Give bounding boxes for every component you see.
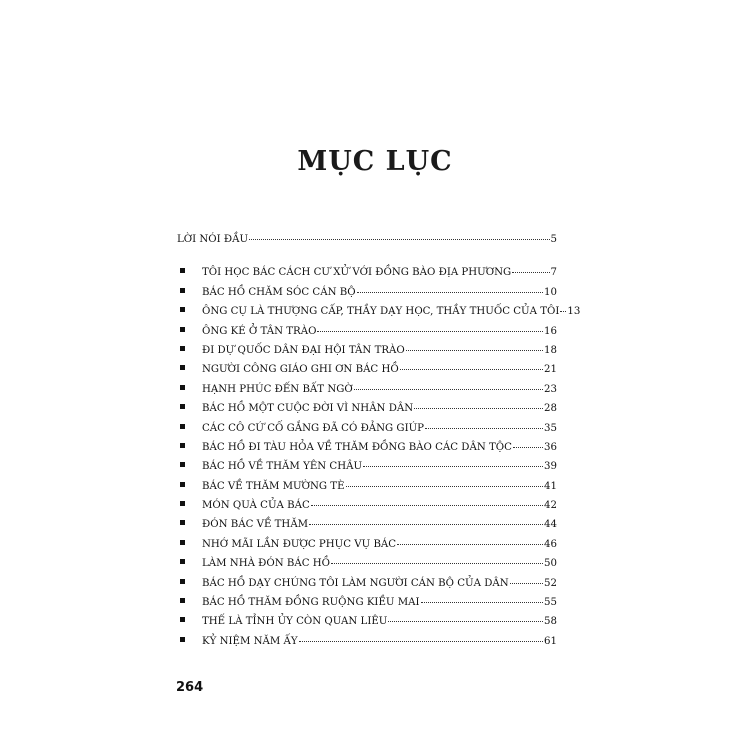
toc-entry (177, 403, 557, 422)
toc-entry (177, 461, 557, 480)
toc-entry (177, 578, 557, 597)
square-bullet-icon (180, 424, 185, 429)
table-of-contents (177, 234, 581, 655)
dot-leader (513, 447, 543, 448)
toc-entry-label: NGƯỜI CÔNG GIÁO GHI ƠN BÁC HỒ (202, 364, 399, 376)
toc-entry (177, 423, 557, 442)
square-bullet-icon (180, 579, 185, 584)
toc-entry (177, 384, 557, 403)
toc-entry (177, 345, 557, 364)
dot-leader (414, 408, 543, 409)
square-bullet-icon (180, 482, 185, 487)
page-title: MỤC LỤC (297, 146, 453, 177)
square-bullet-icon (180, 617, 185, 622)
toc-entry-label: ÔNG KÉ Ở TÂN TRÀO (202, 325, 317, 337)
toc-entry-page: 52 (544, 577, 557, 589)
dot-leader (510, 583, 543, 584)
toc-entry-page: 28 (544, 403, 557, 415)
toc-entry-page: 46 (544, 538, 557, 550)
toc-entry (177, 500, 557, 519)
toc-entry-page: 13 (567, 306, 581, 318)
dot-leader (331, 563, 543, 564)
toc-entry (177, 636, 557, 655)
toc-entry-label: CÁC CÔ CỨ CỐ GẮNG ĐÃ CÓ ĐẢNG GIÚP (202, 422, 425, 434)
toc-entry-page: 42 (544, 500, 557, 512)
toc-entry (177, 364, 557, 383)
dot-leader (363, 466, 543, 467)
toc-entry-page: 39 (544, 461, 557, 473)
toc-entry-page: 41 (544, 480, 557, 492)
toc-entry (177, 442, 557, 461)
dot-leader (397, 544, 543, 545)
square-bullet-icon (180, 385, 185, 390)
toc-preface-label: LỜI NÓI ĐẦU (177, 234, 249, 245)
toc-entry-page: 7 (550, 267, 557, 279)
square-bullet-icon (180, 268, 185, 273)
toc-entry-label: LÀM NHÀ ĐÓN BÁC HỒ (202, 558, 331, 570)
square-bullet-icon (180, 443, 185, 448)
dot-leader (425, 428, 543, 429)
toc-entry-label: ÔNG CỤ LÀ THƯỢNG CẤP, THẦY DẠY HỌC, THẦY THUỐC CỦA TÔI (202, 306, 560, 318)
toc-entry-label: MÓN QUÀ CỦA BÁC (202, 500, 310, 512)
square-bullet-icon (180, 598, 185, 603)
toc-entry (177, 558, 557, 577)
page-number: 264 (176, 680, 204, 695)
square-bullet-icon (180, 540, 185, 545)
square-bullet-icon (180, 462, 185, 467)
toc-entry-page: 61 (544, 635, 557, 647)
toc-entry-label: BÁC HỒ MỘT CUỘC ĐỜI VÌ NHÂN DÂN (202, 403, 414, 415)
square-bullet-icon (180, 404, 185, 409)
toc-entry-label: BÁC HỒ THĂM ĐỒNG RUỘNG KIỀU MAI (202, 597, 420, 609)
toc-entry-label: BÁC HỒ VỀ THĂM YÊN CHÂU (202, 461, 363, 473)
dot-leader (560, 311, 566, 312)
toc-entry (177, 267, 557, 286)
dot-leader (421, 602, 544, 603)
dot-leader (512, 272, 549, 273)
toc-entry-label: BÁC HỒ ĐI TÀU HỎA VỀ THĂM ĐỒNG BÀO CÁC DÂN TỘC (202, 441, 512, 453)
toc-entry (177, 306, 581, 325)
dot-leader (406, 350, 543, 351)
toc-entry (177, 519, 557, 538)
square-bullet-icon (180, 365, 185, 370)
toc-entry-page: 18 (544, 344, 557, 356)
square-bullet-icon (180, 637, 185, 642)
square-bullet-icon (180, 501, 185, 506)
toc-entry-page: 36 (544, 441, 557, 453)
toc-entry-page: 35 (544, 422, 557, 434)
toc-entry-page: 58 (544, 616, 557, 628)
dot-leader (311, 505, 543, 506)
dot-leader (249, 239, 549, 240)
dot-leader (317, 331, 543, 332)
dot-leader (388, 621, 543, 622)
square-bullet-icon (180, 307, 185, 312)
dot-leader (400, 369, 543, 370)
toc-entry-page: 23 (544, 383, 557, 395)
toc-entry (177, 597, 557, 616)
toc-entry-label: ĐI DỰ QUỐC DÂN ĐẠI HỘI TÂN TRÀO (202, 344, 405, 356)
dot-leader (299, 641, 543, 642)
toc-preface-page: 5 (550, 234, 557, 245)
toc-entry-label: BÁC VỀ THĂM MƯỜNG TÈ (202, 480, 345, 492)
toc-entry-list (177, 267, 581, 655)
toc-entry (177, 616, 557, 635)
toc-entry (177, 539, 557, 558)
toc-entry (177, 287, 557, 306)
dot-leader (354, 389, 543, 390)
toc-entry-label: HẠNH PHÚC ĐẾN BẤT NGỜ (202, 383, 353, 395)
toc-entry-label: KỶ NIỆM NĂM ẤY (202, 635, 298, 647)
toc-entry-page: 50 (544, 558, 557, 570)
toc-entry-page: 44 (544, 519, 557, 531)
toc-entry-page: 10 (544, 286, 557, 298)
toc-entry-label: BÁC HỒ DẠY CHÚNG TÔI LÀM NGƯỜI CÁN BỘ CỦA DÂN (202, 577, 509, 589)
toc-entry-page: 55 (544, 597, 557, 609)
toc-entry-page: 16 (544, 325, 557, 337)
dot-leader (346, 486, 544, 487)
square-bullet-icon (180, 346, 185, 351)
toc-preface-row (177, 234, 557, 253)
square-bullet-icon (180, 327, 185, 332)
dot-leader (309, 524, 543, 525)
toc-entry-label: TÔI HỌC BÁC CÁCH CƯ XỬ VỚI ĐỒNG BÀO ĐỊA PHƯƠNG (202, 267, 512, 279)
toc-entry-label: BÁC HỒ CHĂM SÓC CÁN BỘ (202, 286, 356, 298)
square-bullet-icon (180, 559, 185, 564)
toc-entry (177, 326, 557, 345)
toc-entry-label: NHỚ MÃI LẦN ĐƯỢC PHỤC VỤ BÁC (202, 538, 397, 550)
dot-leader (357, 292, 543, 293)
square-bullet-icon (180, 520, 185, 525)
toc-entry-label: THẾ LÀ TỈNH ỦY CÒN QUAN LIÊU (202, 616, 388, 628)
toc-entry-page: 21 (544, 364, 557, 376)
square-bullet-icon (180, 288, 185, 293)
toc-entry (177, 481, 557, 500)
toc-entry-label: ĐÓN BÁC VỀ THĂM (202, 519, 309, 531)
